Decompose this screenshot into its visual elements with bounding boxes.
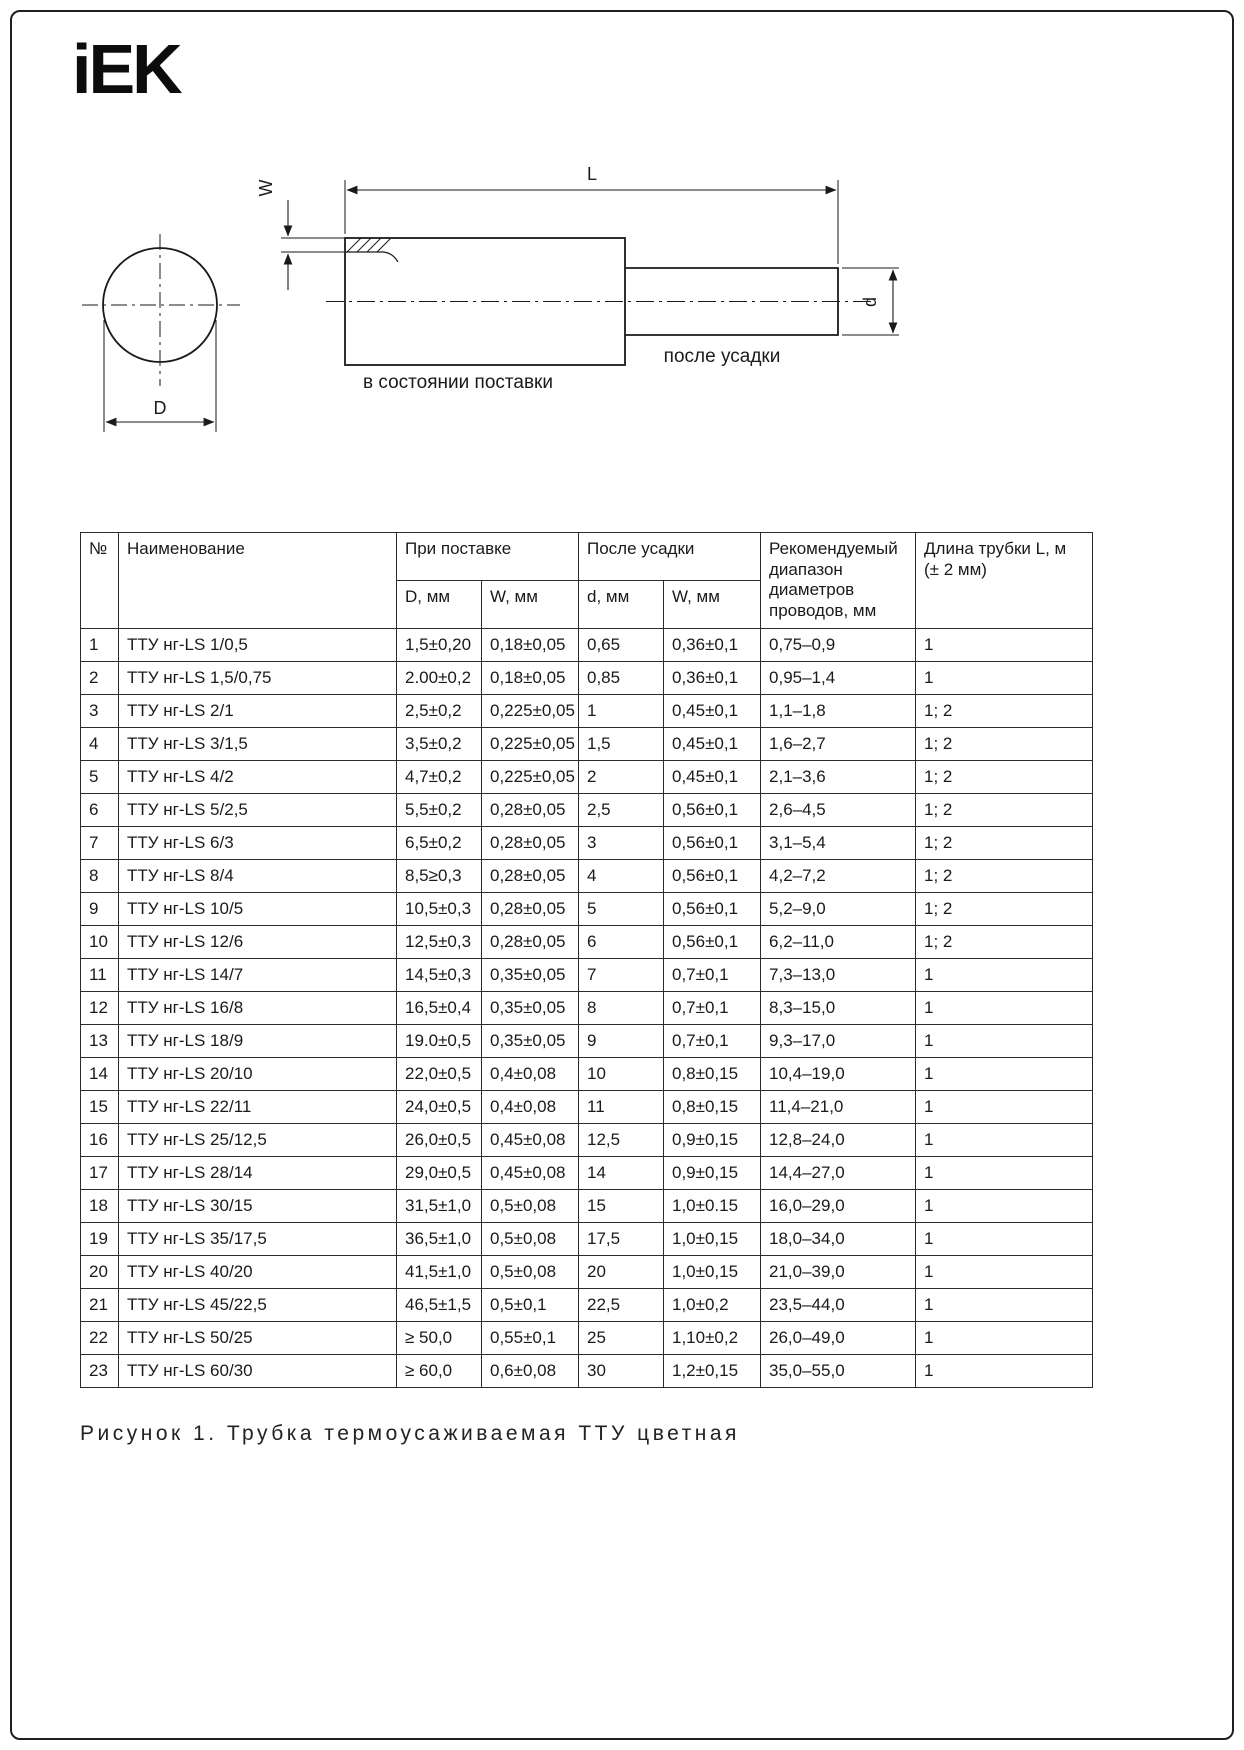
cell-D-supply: 46,5±1,5 [397,1288,482,1321]
cell-d-shrunk: 1,5 [579,727,664,760]
cell-wire-range: 14,4–27,0 [761,1156,916,1189]
cell-W-supply: 0,18±0,05 [482,661,579,694]
cell-name: ТТУ нг-LS 22/11 [119,1090,397,1123]
cell-d-shrunk: 12,5 [579,1123,664,1156]
cell-W-shrunk: 1,2±0,15 [664,1354,761,1387]
cell-D-supply: 22,0±0,5 [397,1057,482,1090]
cell-D-supply: 26,0±0,5 [397,1123,482,1156]
cell-num: 23 [81,1354,119,1387]
cell-W-shrunk: 0,36±0,1 [664,661,761,694]
cell-W-shrunk: 0,36±0,1 [664,628,761,661]
cell-d-shrunk: 7 [579,958,664,991]
cell-name: ТТУ нг-LS 12/6 [119,925,397,958]
dimension-W [281,200,344,290]
cell-wire-range: 12,8–24,0 [761,1123,916,1156]
cell-W-shrunk: 0,8±0,15 [664,1057,761,1090]
cell-num: 16 [81,1123,119,1156]
spec-table-body [81,628,1093,1387]
table-row [81,694,1093,727]
dim-L-label: L [586,164,598,184]
table-row [81,925,1093,958]
cell-length: 1 [916,1024,1093,1057]
cell-W-shrunk: 0,7±0,1 [664,958,761,991]
cell-W-shrunk: 0,56±0,1 [664,892,761,925]
cell-W-shrunk: 1,0±0,15 [664,1255,761,1288]
dim-d-label: d [860,296,880,308]
tube-inner-wall-line [345,252,398,262]
table-row [81,1222,1093,1255]
cell-length: 1; 2 [916,925,1093,958]
cell-wire-range: 35,0–55,0 [761,1354,916,1387]
col-header-wire-range: Рекомендуемый диапазон диаметров проводов, мм [761,533,916,629]
cell-D-supply: 41,5±1,0 [397,1255,482,1288]
cell-wire-range: 18,0–34,0 [761,1222,916,1255]
cell-d-shrunk: 20 [579,1255,664,1288]
table-row [81,1090,1093,1123]
cell-length: 1 [916,1156,1093,1189]
cell-num: 19 [81,1222,119,1255]
cell-num: 14 [81,1057,119,1090]
cell-length: 1; 2 [916,727,1093,760]
cell-length: 1; 2 [916,760,1093,793]
cell-wire-range: 16,0–29,0 [761,1189,916,1222]
cell-wire-range: 3,1–5,4 [761,826,916,859]
table-row [81,1189,1093,1222]
table-row [81,1321,1093,1354]
cell-length: 1 [916,1288,1093,1321]
cell-W-shrunk: 0,56±0,1 [664,826,761,859]
cell-num: 12 [81,991,119,1024]
cell-W-shrunk: 1,0±0,15 [664,1222,761,1255]
cell-length: 1 [916,1123,1093,1156]
cell-wire-range: 9,3–17,0 [761,1024,916,1057]
cell-name: ТТУ нг-LS 4/2 [119,760,397,793]
cell-name: ТТУ нг-LS 1/0,5 [119,628,397,661]
cell-length: 1 [916,1189,1093,1222]
dim-D-label: D [153,398,167,418]
cell-W-shrunk: 0,45±0,1 [664,760,761,793]
cell-W-supply: 0,4±0,08 [482,1090,579,1123]
table-row [81,1354,1093,1387]
cell-W-supply: 0,5±0,1 [482,1288,579,1321]
cell-d-shrunk: 25 [579,1321,664,1354]
cell-W-supply: 0,55±0,1 [482,1321,579,1354]
table-row [81,892,1093,925]
cell-wire-range: 4,2–7,2 [761,859,916,892]
table-row [81,628,1093,661]
table-row [81,1123,1093,1156]
cell-d-shrunk: 8 [579,991,664,1024]
spec-table [80,532,1093,1388]
cell-d-shrunk: 2 [579,760,664,793]
technical-drawing [0,140,1244,480]
cell-W-supply: 0,45±0,08 [482,1156,579,1189]
cell-W-shrunk: 0,7±0,1 [664,991,761,1024]
dim-W-label: W [256,179,276,197]
col-header-D-supply: D, мм [397,580,482,628]
cell-D-supply: 29,0±0,5 [397,1156,482,1189]
table-row [81,1024,1093,1057]
col-header-length: Длина трубки L, м (± 2 мм) [916,533,1093,629]
cell-num: 4 [81,727,119,760]
cell-wire-range: 1,1–1,8 [761,694,916,727]
cell-wire-range: 5,2–9,0 [761,892,916,925]
cell-num: 5 [81,760,119,793]
cell-D-supply: 3,5±0,2 [397,727,482,760]
cell-length: 1 [916,958,1093,991]
cell-num: 3 [81,694,119,727]
cell-num: 15 [81,1090,119,1123]
cell-num: 18 [81,1189,119,1222]
cell-wire-range: 2,1–3,6 [761,760,916,793]
cell-length: 1; 2 [916,793,1093,826]
cell-wire-range: 10,4–19,0 [761,1057,916,1090]
cell-D-supply: 10,5±0,3 [397,892,482,925]
cell-num: 10 [81,925,119,958]
cell-name: ТТУ нг-LS 16/8 [119,991,397,1024]
cell-D-supply: 1,5±0,20 [397,628,482,661]
cell-length: 1; 2 [916,694,1093,727]
cell-wire-range: 26,0–49,0 [761,1321,916,1354]
cell-W-supply: 0,225±0,05 [482,694,579,727]
cell-W-supply: 0,5±0,08 [482,1189,579,1222]
table-row [81,793,1093,826]
cell-W-supply: 0,28±0,05 [482,826,579,859]
heat-shrink-tube-diagram [0,140,1244,480]
cell-W-supply: 0,225±0,05 [482,760,579,793]
cell-d-shrunk: 15 [579,1189,664,1222]
iek-logo: iEK [72,30,180,108]
cell-D-supply: 2,5±0,2 [397,694,482,727]
cell-d-shrunk: 22,5 [579,1288,664,1321]
cell-wire-range: 8,3–15,0 [761,991,916,1024]
cell-d-shrunk: 0,85 [579,661,664,694]
cell-W-shrunk: 0,45±0,1 [664,727,761,760]
table-row [81,1156,1093,1189]
cell-D-supply: 4,7±0,2 [397,760,482,793]
cell-D-supply: 5,5±0,2 [397,793,482,826]
cell-wire-range: 11,4–21,0 [761,1090,916,1123]
figure-caption: Рисунок 1. Трубка термоусаживаемая ТТУ цветная [80,1422,740,1445]
cell-W-shrunk: 0,8±0,15 [664,1090,761,1123]
cell-W-supply: 0,28±0,05 [482,793,579,826]
cell-W-shrunk: 1,10±0,2 [664,1321,761,1354]
cell-D-supply: 19.0±0,5 [397,1024,482,1057]
col-header-W-shrunk: W, мм [664,580,761,628]
cell-W-shrunk: 0,45±0,1 [664,694,761,727]
cell-W-supply: 0,28±0,05 [482,892,579,925]
cell-W-supply: 0,6±0,08 [482,1354,579,1387]
cell-W-supply: 0,35±0,05 [482,991,579,1024]
cell-W-supply: 0,4±0,08 [482,1057,579,1090]
cell-name: ТТУ нг-LS 35/17,5 [119,1222,397,1255]
cell-num: 22 [81,1321,119,1354]
after-shrink-label: после усадки [663,346,781,367]
table-row [81,760,1093,793]
cell-length: 1; 2 [916,826,1093,859]
table-row [81,661,1093,694]
cell-W-supply: 0,45±0,08 [482,1123,579,1156]
cell-length: 1 [916,1090,1093,1123]
as-delivered-label: в состоянии поставки [363,372,553,393]
cell-length: 1 [916,661,1093,694]
table-row [81,991,1093,1024]
cell-D-supply: 24,0±0,5 [397,1090,482,1123]
spec-table-head [81,533,1093,629]
cell-W-shrunk: 0,56±0,1 [664,793,761,826]
cell-D-supply: 6,5±0,2 [397,826,482,859]
cell-wire-range: 21,0–39,0 [761,1255,916,1288]
table-row [81,826,1093,859]
cell-name: ТТУ нг-LS 5/2,5 [119,793,397,826]
cell-d-shrunk: 9 [579,1024,664,1057]
cell-name: ТТУ нг-LS 45/22,5 [119,1288,397,1321]
cell-W-shrunk: 0,56±0,1 [664,859,761,892]
cell-W-shrunk: 1,0±0.15 [664,1189,761,1222]
cell-d-shrunk: 11 [579,1090,664,1123]
table-row [81,1288,1093,1321]
cell-length: 1 [916,1222,1093,1255]
cell-length: 1 [916,1255,1093,1288]
cell-W-supply: 0,35±0,05 [482,958,579,991]
cell-D-supply: ≥ 60,0 [397,1354,482,1387]
cell-D-supply: ≥ 50,0 [397,1321,482,1354]
cell-d-shrunk: 1 [579,694,664,727]
cell-name: ТТУ нг-LS 1,5/0,75 [119,661,397,694]
cell-length: 1; 2 [916,892,1093,925]
cell-W-shrunk: 1,0±0,2 [664,1288,761,1321]
cell-wire-range: 1,6–2,7 [761,727,916,760]
table-row [81,859,1093,892]
cell-W-shrunk: 0,56±0,1 [664,925,761,958]
cell-length: 1 [916,991,1093,1024]
table-row [81,727,1093,760]
cell-W-supply: 0,35±0,05 [482,1024,579,1057]
col-header-W-supply: W, мм [482,580,579,628]
cell-wire-range: 0,95–1,4 [761,661,916,694]
cell-name: ТТУ нг-LS 18/9 [119,1024,397,1057]
cell-D-supply: 2.00±0,2 [397,661,482,694]
cell-name: ТТУ нг-LS 50/25 [119,1321,397,1354]
cell-wire-range: 7,3–13,0 [761,958,916,991]
cell-name: ТТУ нг-LS 40/20 [119,1255,397,1288]
cell-W-supply: 0,28±0,05 [482,859,579,892]
cell-D-supply: 12,5±0,3 [397,925,482,958]
cell-num: 2 [81,661,119,694]
cell-num: 11 [81,958,119,991]
cell-W-supply: 0,28±0,05 [482,925,579,958]
cell-num: 21 [81,1288,119,1321]
cell-name: ТТУ нг-LS 6/3 [119,826,397,859]
cell-num: 6 [81,793,119,826]
cell-num: 9 [81,892,119,925]
cell-length: 1 [916,1321,1093,1354]
col-header-after-shrink: После усадки [579,533,761,581]
cell-D-supply: 31,5±1,0 [397,1189,482,1222]
cell-W-shrunk: 0,9±0,15 [664,1123,761,1156]
cell-d-shrunk: 0,65 [579,628,664,661]
col-header-name: Наименование [119,533,397,629]
cell-d-shrunk: 4 [579,859,664,892]
cell-wire-range: 2,6–4,5 [761,793,916,826]
cell-wire-range: 23,5–44,0 [761,1288,916,1321]
cell-length: 1 [916,1057,1093,1090]
cell-wire-range: 0,75–0,9 [761,628,916,661]
cell-d-shrunk: 30 [579,1354,664,1387]
dimension-L [345,180,838,264]
cell-name: ТТУ нг-LS 60/30 [119,1354,397,1387]
cell-length: 1; 2 [916,859,1093,892]
cell-name: ТТУ нг-LS 20/10 [119,1057,397,1090]
cell-D-supply: 16,5±0,4 [397,991,482,1024]
cell-name: ТТУ нг-LS 28/14 [119,1156,397,1189]
cell-d-shrunk: 14 [579,1156,664,1189]
cell-name: ТТУ нг-LS 3/1,5 [119,727,397,760]
cell-D-supply: 8,5≥0,3 [397,859,482,892]
cell-d-shrunk: 2,5 [579,793,664,826]
cell-W-supply: 0,5±0,08 [482,1222,579,1255]
cell-num: 13 [81,1024,119,1057]
cell-name: ТТУ нг-LS 10/5 [119,892,397,925]
col-header-num: № [81,533,119,629]
cell-W-supply: 0,18±0,05 [482,628,579,661]
cell-W-shrunk: 0,7±0,1 [664,1024,761,1057]
cell-d-shrunk: 6 [579,925,664,958]
cell-name: ТТУ нг-LS 30/15 [119,1189,397,1222]
cell-name: ТТУ нг-LS 2/1 [119,694,397,727]
cell-num: 1 [81,628,119,661]
table-row [81,1255,1093,1288]
cell-W-shrunk: 0,9±0,15 [664,1156,761,1189]
cell-num: 20 [81,1255,119,1288]
cell-name: ТТУ нг-LS 8/4 [119,859,397,892]
header-row-1 [81,533,1093,581]
cell-name: ТТУ нг-LS 14/7 [119,958,397,991]
cell-num: 7 [81,826,119,859]
table-row [81,958,1093,991]
side-view [326,238,874,365]
cell-length: 1 [916,628,1093,661]
cell-D-supply: 36,5±1,0 [397,1222,482,1255]
table-row [81,1057,1093,1090]
cell-d-shrunk: 10 [579,1057,664,1090]
cell-num: 17 [81,1156,119,1189]
cell-wire-range: 6,2–11,0 [761,925,916,958]
cell-length: 1 [916,1354,1093,1387]
cell-W-supply: 0,225±0,05 [482,727,579,760]
cell-d-shrunk: 5 [579,892,664,925]
cell-W-supply: 0,5±0,08 [482,1255,579,1288]
col-header-delivery: При поставке [397,533,579,581]
cell-d-shrunk: 3 [579,826,664,859]
cell-num: 8 [81,859,119,892]
col-header-d-shrunk: d, мм [579,580,664,628]
cell-name: ТТУ нг-LS 25/12,5 [119,1123,397,1156]
cell-D-supply: 14,5±0,3 [397,958,482,991]
cell-d-shrunk: 17,5 [579,1222,664,1255]
